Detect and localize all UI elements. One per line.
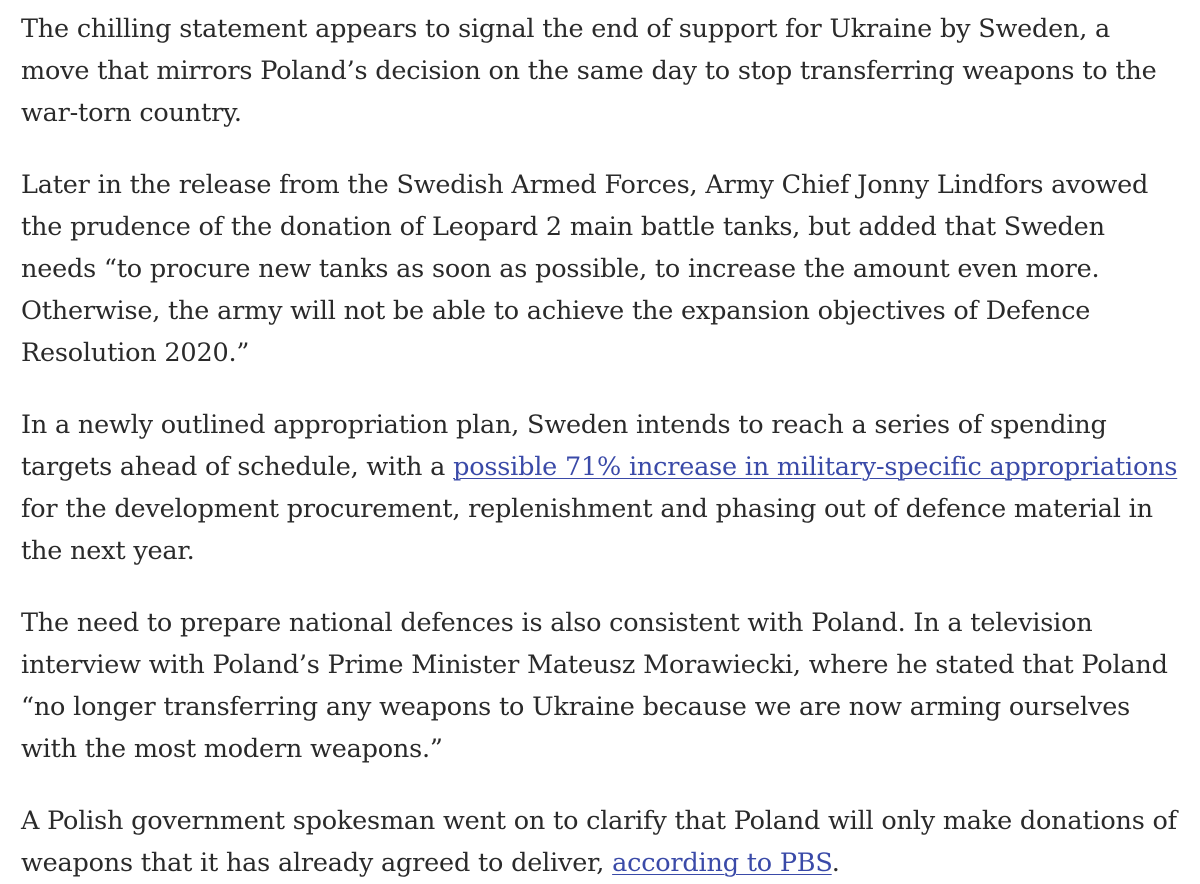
paragraph-sweden-statement — [21, 8, 1186, 134]
paragraph-text: The chilling statement appears to signal the end of support for Ukraine by Sweden, a move that mirrors Poland’s decision on the same day to stop transferring weapons to the war-torn country. — [21, 14, 1157, 128]
paragraph-text-before-link: A Polish government spokesman went on to clarify that Poland will only make donations of weapons that it has already agreed to deliver, — [21, 806, 1177, 878]
appropriations-link[interactable]: possible 71% increase in military-specific appropriations — [453, 452, 1178, 482]
paragraph-appropriation-plan — [21, 404, 1186, 572]
paragraph-army-chief — [21, 164, 1186, 374]
paragraph-text: Later in the release from the Swedish Armed Forces, Army Chief Jonny Lindfors avowed the prudence of the donation of Leopard 2 main battle tanks, but added that Sweden needs “to procure new tanks as soon as possible, to increase the amount even more. Otherwise, the army will not be able to achieve the expansion objectives of Defence Resolution 2020.” — [21, 170, 1149, 368]
paragraph-text-after-link: for the development procurement, replenishment and phasing out of defence material in the next year. — [21, 494, 1153, 566]
pbs-source-link[interactable]: according to PBS — [612, 848, 832, 878]
paragraph-polish-spokesman — [21, 800, 1186, 884]
paragraph-poland-defences — [21, 602, 1186, 770]
paragraph-text-after-link: . — [831, 848, 840, 878]
paragraph-text: The need to prepare national defences is also consistent with Poland. In a television interview with Poland’s Prime Minister Mateusz Morawiecki, where he stated that Poland “no longer transferring any weapons to Ukraine because we are now arming ourselves with the most modern weapons.” — [21, 608, 1168, 764]
paragraph-text-before-link: In a newly outlined appropriation plan, Sweden intends to reach a series of spending targets ahead of schedule, with a — [21, 410, 1107, 482]
